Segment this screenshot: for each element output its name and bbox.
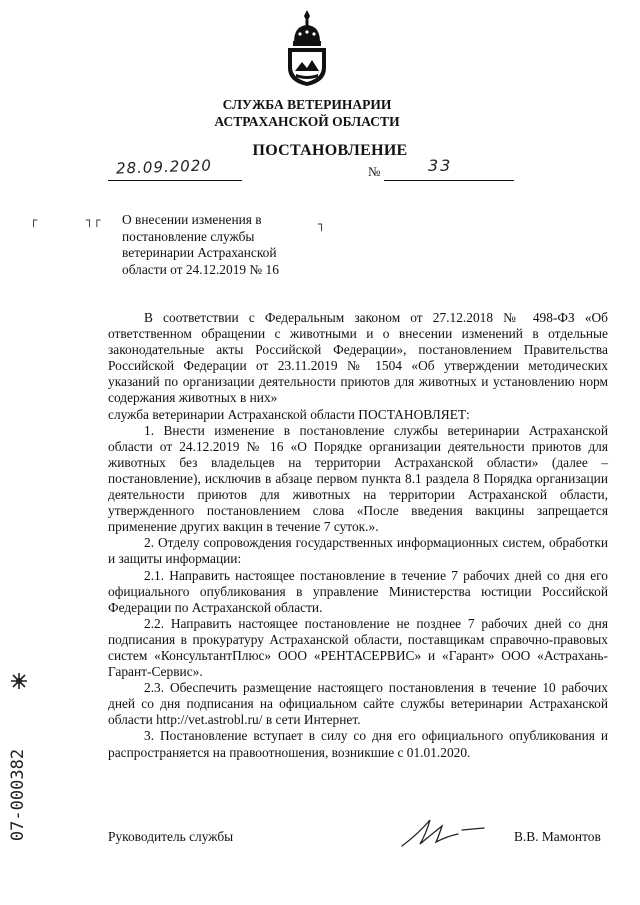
- organization-line-2: АСТРАХАНСКОЙ ОБЛАСТИ: [214, 114, 400, 129]
- paragraph-3: 3. Постановление вступает в силу со дня его официального опубликования и распространяется на правоотношения, возникшие с 01.01.2020.: [108, 728, 608, 760]
- paragraph-2-1: 2.1. Направить настоящее постановление в течение 7 рабочих дней со дня его официального опубликования в управление Министерства юстиции Российской Федерации по Астраханской области.: [108, 567, 608, 615]
- handwritten-signature-icon: [396, 812, 488, 852]
- signatory-title: Руководитель службы: [108, 829, 234, 844]
- handwritten-date: 28.09.2020: [115, 156, 213, 178]
- paragraph-2-2: 2.2. Направить настоящее постановление не позднее 7 рабочих дней со дня подписания в прокуратуру Астраханской области, поставщикам справочно-правовых систем «КонсультантПлюс» ООО «РЕНТАСЕРВИС» и «Гарант» ООО «Астрахань-Гарант-Сервис».: [108, 615, 608, 680]
- decree-line: служба ветеринарии Астраханской области ПОСТАНОВЛЯЕТ:: [108, 406, 470, 422]
- signatory-name: В.В. Мамонтов: [514, 829, 601, 844]
- paragraph-2: 2. Отделу сопровождения государственных информационных систем, обработки и защиты информации:: [108, 535, 608, 567]
- organization-name: [180, 96, 434, 130]
- handwritten-number: 33: [428, 156, 453, 175]
- corner-mark-subject-left: ┐┌: [86, 213, 101, 227]
- registration-number-text: 07-000382: [8, 748, 28, 842]
- number-sign: №: [368, 164, 381, 179]
- coat-of-arms-icon: [282, 8, 332, 88]
- document-subject: О внесении изменения в постановление службы ветеринарии Астраханской области от 24.12.2019 № 16: [122, 212, 279, 277]
- stamp-mark-icon: [10, 672, 28, 690]
- corner-mark-left: ┌: [30, 213, 38, 227]
- registration-number: [0, 740, 36, 850]
- organization-line-1: СЛУЖБА ВЕТЕРИНАРИИ: [222, 97, 392, 112]
- document-type-title: ПОСТАНОВЛЕНИЕ: [252, 142, 408, 159]
- paragraph-1: 1. Внести изменение в постановление службы ветеринарии Астраханской области от 24.12.2019 № 16 «О Порядке организации деятельности приютов для животных без владельцев на территории Астраханской области» (далее – постановление), исключив в абзаце первом пункта 8.1 раздела 8 Порядка организации деятельности приютов для животных на территории Астраханской области, утвержденного постановлением слова «После введения вакцины запрещается применение других вакцин в течение 7 суток.».: [108, 422, 608, 535]
- document-body: [108, 310, 608, 761]
- preamble-paragraph: В соответствии с Федеральным законом от 27.12.2018 № 498-ФЗ «Об ответственном обращении с животными и о внесении изменений в отдельные законодательные акты Российской Федерации», постановлением Правительства Российской Федерации от 23.11.2019 № 1504 «Об утверждении методических указаний по организации деятельности приютов для животных и установлению норм содержания животных в них»: [108, 310, 608, 406]
- paragraph-2-3: 2.3. Обеспечить размещение настоящего постановления в течение 10 рабочих дней со дня подписания на официальном сайте службы ветеринарии Астраханской области http://vet.astrobl.ru/ в сети Интернет.: [108, 680, 608, 728]
- corner-mark-subject-right: ┐: [318, 217, 326, 231]
